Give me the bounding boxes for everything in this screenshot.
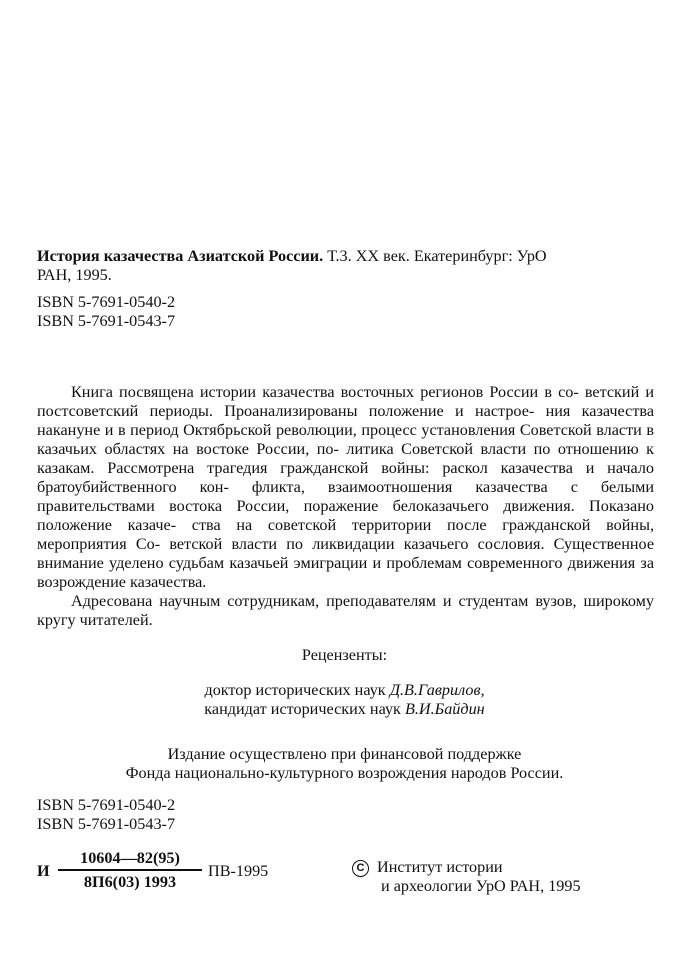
isbn-list-bottom <box>37 796 175 834</box>
catalog-denominator: 8П6(03) 1993 <box>83 872 177 891</box>
bibliographic-details: Т.3. XX век. Екатеринбург: УрО <box>323 247 547 265</box>
reviewers-heading: Рецензенты: <box>301 646 388 664</box>
copyright-holder-line2: и археологии УрО РАН, 1995 <box>381 877 581 895</box>
isbn-line: ISBN 5-7691-0540-2 <box>37 796 176 814</box>
bibliographic-publisher-year: РАН, 1995. <box>37 266 112 284</box>
annotation-line: широкому кругу читателей. <box>37 592 655 629</box>
book-title: История казачества Азиатской России. <box>37 247 324 265</box>
annotation-paragraph <box>37 592 654 630</box>
isbn-line: ISBN 5-7691-0540-2 <box>37 293 176 311</box>
copyright-icon: С <box>352 860 369 877</box>
annotation-line: России, поражение белоказачьего движения. Показано положение казаче- <box>37 497 654 534</box>
reviewer-1-name: Д.В.Гаврилов, <box>389 681 485 699</box>
funding-line: Издание осуществлено при финансовой поддержке <box>167 745 522 763</box>
fraction-bar <box>58 869 202 871</box>
isbn-list-top <box>37 293 175 331</box>
reviewer-1: доктор исторических наук Д.В.Гаврилов, <box>204 681 485 699</box>
annotation-line: установления Советской власти в казачьих областях на востоке России, по- <box>37 421 654 458</box>
annotation-line: ния казачества накануне и в период Октябрьской революции, процесс <box>37 402 655 439</box>
catalog-numerator: 10604—82(95) <box>80 849 180 867</box>
annotation-line: гражданской войны: раскол казачества и начало братоубийственного кон- <box>37 459 654 496</box>
funding-line: Фонда национально-культурного возрождения народов России. <box>125 764 564 782</box>
annotation-paragraph <box>37 383 654 592</box>
annotation-line: ветской власти по ликвидации казачьего сословия. Существенное внимание <box>37 535 655 572</box>
copyright-holder-line1: Институт истории <box>377 858 503 876</box>
copyright-notice <box>352 858 581 896</box>
annotation-line: ства на советской территории после гражданской войны, мероприятия Со- <box>37 516 654 553</box>
reviewers-list <box>0 681 689 719</box>
isbn-line: ISBN 5-7691-0543-7 <box>37 815 176 833</box>
annotation-line: литика Советской власти по отношению к казакам. Рассмотрена трагедия <box>37 440 655 477</box>
reviewer-2-name: В.И.Байдин <box>404 700 485 718</box>
catalog-letter: И <box>37 862 50 880</box>
annotation-line: Адресована научным сотрудникам, преподавателям и студентам вузов, <box>71 592 577 610</box>
isbn-line: ISBN 5-7691-0543-7 <box>37 312 176 330</box>
catalog-fraction <box>58 849 202 892</box>
reviewer-2: кандидат исторических наук В.И.Байдин <box>204 700 485 718</box>
bibliographic-description <box>37 247 654 285</box>
annotation <box>37 383 654 630</box>
annotation-line: за возрождение казачества. <box>37 554 655 591</box>
catalog-suffix: ПВ-1995 <box>208 862 269 880</box>
annotation-line: уделено судьбам казачьей эмиграции и проблемам современного движения <box>109 554 636 572</box>
annotation-line: ветский и постсоветский периоды. Проанализированы положение и настрое- <box>37 383 655 420</box>
annotation-line: Книга посвящена истории казачества восточных регионов России в со- <box>71 383 579 401</box>
funding-note <box>0 745 689 783</box>
annotation-line: фликта, взаимоотношения казачества с белыми правительствами востока <box>37 478 654 515</box>
